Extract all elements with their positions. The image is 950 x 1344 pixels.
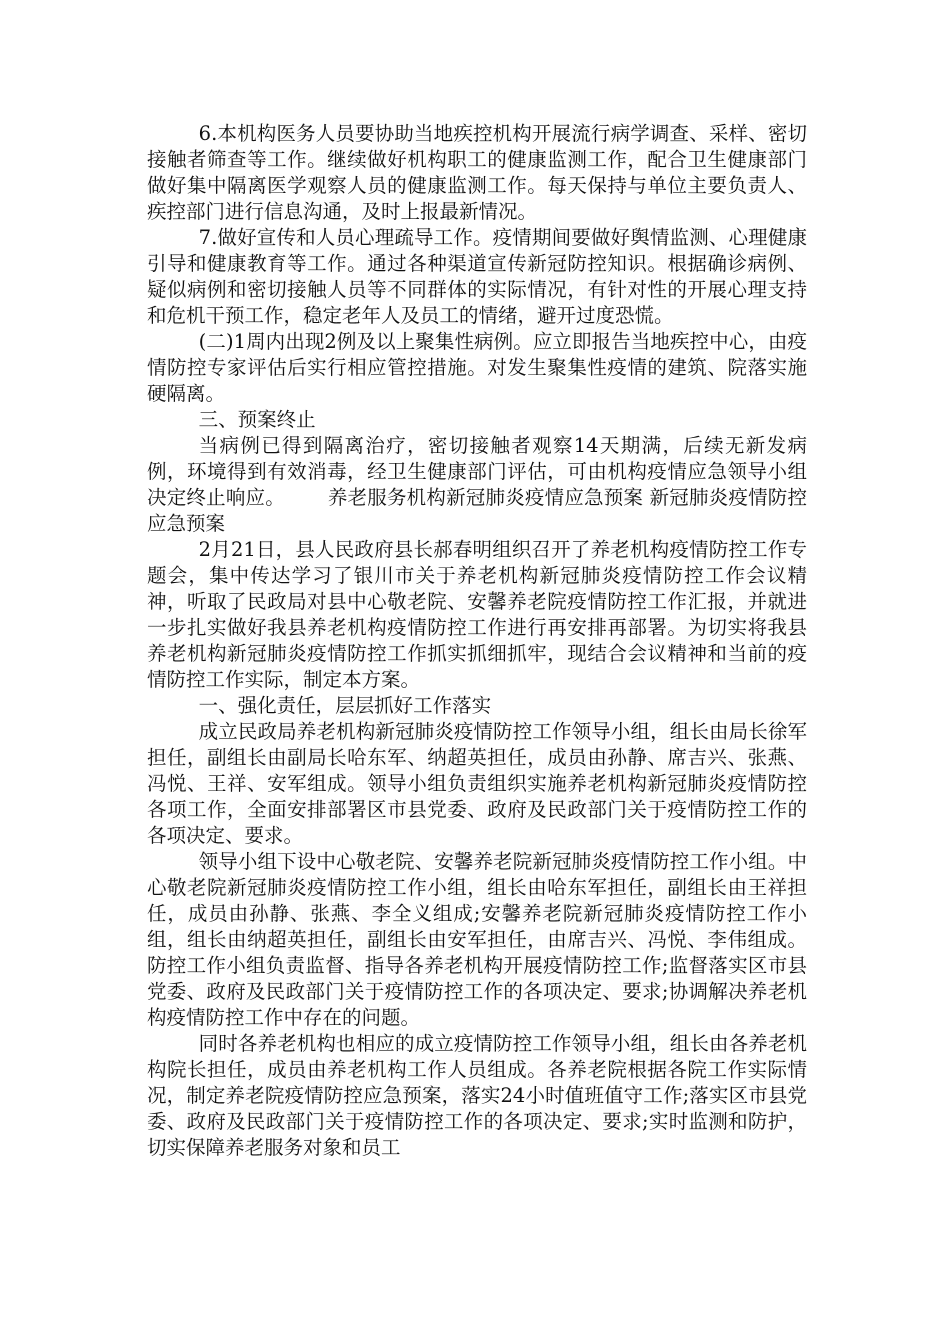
section-heading-responsibility: 一、强化责任，层层抓好工作落实 — [198, 694, 492, 717]
document-title-inline: 养老服务机构新冠肺炎疫情应急预案 新冠肺炎疫情防控应急预案 — [147, 486, 807, 535]
termination-text: 当病例已得到隔离治疗，密切接触者观察14天期满，后续无新发病例，环境得到有效消毒，经卫生健康部门评估，可由机构疫情应急领导小组决定终止响应。 — [147, 434, 807, 509]
section-heading-termination: 三、预案终止 — [198, 408, 316, 431]
paragraph-item-6: 6.本机构医务人员要协助当地疾控机构开展流行病学调查、采样、密切接触者筛查等工作。继续做好机构职工的健康监测工作，配合卫生健康部门做好集中隔离医学观察人员的健康监测工作。每天保持与单位主要负责人、疾控部门进行信息沟通，及时上报最新情况。 — [147, 122, 807, 223]
paragraph-cluster-cases: (二)1周内出现2例及以上聚集性病例。应立即报告当地疾控中心，由疫情防控专家评估后实行相应管控措施。对发生聚集性疫情的建筑、院落实施硬隔离。 — [147, 330, 807, 405]
paragraph-termination — [147, 433, 807, 537]
paragraph-institution-groups: 同时各养老机构也相应的成立疫情防控工作领导小组，组长由各养老机构院长担任，成员由养老机构工作人员组成。各养老院根据各院工作实际情况，制定养老院疫情防控应急预案，落实24小时值班值守工作;落实区市县党委、政府及民政部门关于疫情防控工作的各项决定、要求;实时监测和防护，切实保障养老服务对象和员工 — [147, 1032, 807, 1159]
paragraph-item-7: 7.做好宣传和人员心理疏导工作。疫情期间要做好舆情监测、心理健康引导和健康教育等工作。通过各种渠道宣传新冠防控知识。根据确诊病例、疑似病例和密切接触人员等不同群体的实际情况，有针对性的开展心理支持和危机干预工作，稳定老年人及员工的情绪，避开过度恐慌。 — [147, 226, 807, 327]
paragraph-leading-group: 成立民政局养老机构新冠肺炎疫情防控工作领导小组，组长由局长徐军担任，副组长由副局长哈东军、纳超英担任，成员由孙静、席吉兴、张燕、冯悦、王祥、安军组成。领导小组负责组织实施养老机构新冠肺炎疫情防控各项工作，全面安排部署区市县党委、政府及民政部门关于疫情防控工作的各项决定、要求。 — [147, 720, 807, 847]
paragraph-working-groups: 领导小组下设中心敬老院、安馨养老院新冠肺炎疫情防控工作小组。中心敬老院新冠肺炎疫情防控工作小组，组长由哈东军担任，副组长由王祥担任，成员由孙静、张燕、李全义组成;安馨养老院新冠肺炎疫情防控工作小组，组长由纳超英担任，副组长由安军担任，由席吉兴、冯悦、李伟组成。防控工作小组负责监督、指导各养老机构开展疫情防控工作;监督落实区市县党委、政府及民政部门关于疫情防控工作的各项决定、要求;协调解决养老机构疫情防控工作中存在的问题。 — [147, 850, 807, 1029]
document-body — [147, 121, 807, 1161]
paragraph-meeting: 2月21日，县人民政府县长郝春明组织召开了养老机构疫情防控工作专题会，集中传达学习了银川市关于养老机构新冠肺炎疫情防控工作会议精神，听取了民政局对县中心敬老院、安馨养老院疫情防控工作汇报，并就进一步扎实做好我县养老机构疫情防控工作进行再安排再部署。为切实将我县养老机构新冠肺炎疫情防控工作抓实抓细抓牢，现结合会议精神和当前的疫情防控工作实际，制定本方案。 — [147, 538, 807, 691]
